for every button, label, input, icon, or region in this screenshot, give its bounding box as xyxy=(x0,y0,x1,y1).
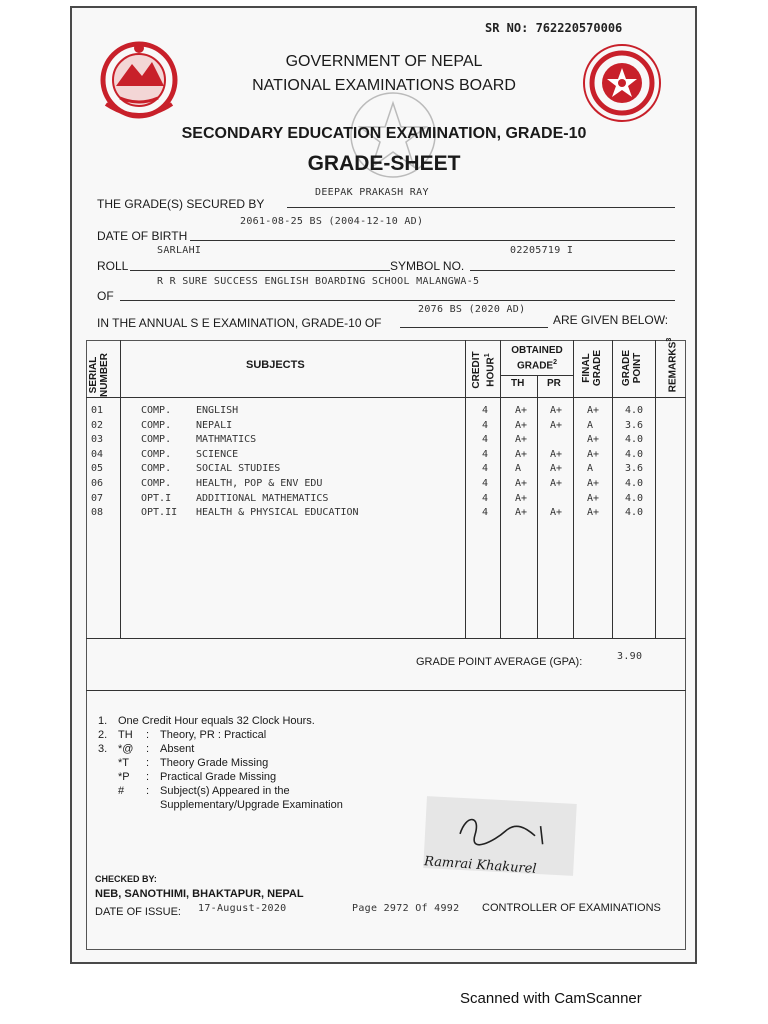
cell-pr: A+ xyxy=(550,478,563,489)
cell-type: OPT.I xyxy=(141,492,172,504)
note-colon: : xyxy=(146,743,150,755)
nepal-emblem-logo xyxy=(92,34,187,124)
symbol-value: 02205719 I xyxy=(510,245,574,256)
dob-underline xyxy=(190,240,675,241)
annual-exam-label: IN THE ANNUAL S E EXAMINATION, GRADE-10 OF xyxy=(97,316,382,330)
gpa-divider xyxy=(86,638,686,639)
cell-sn: 06 xyxy=(91,478,104,489)
cell-fg: A+ xyxy=(587,492,600,504)
cell-th: A xyxy=(515,463,522,475)
note-key: # xyxy=(118,785,125,797)
cell-sn: 01 xyxy=(91,405,104,416)
board-address: NEB, SANOTHIMI, BHAKTAPUR, NEPAL xyxy=(95,888,304,900)
cell-th: A+ xyxy=(515,405,528,416)
cell-pr: A+ xyxy=(550,507,563,519)
note-colon: : xyxy=(146,785,150,797)
note-text: Theory Grade Missing xyxy=(160,757,269,769)
obtained-subheader-line xyxy=(500,375,573,376)
gpa-value: 3.90 xyxy=(617,651,643,662)
cell-subject: HEALTH & PHYSICAL EDUCATION xyxy=(196,507,359,519)
student-name: DEEPAK PRAKASH RAY xyxy=(315,187,429,198)
camscanner-watermark: Scanned with CamScanner xyxy=(460,990,642,1007)
exam-heading: SECONDARY EDUCATION EXAMINATION, GRADE-10 xyxy=(181,125,587,142)
note-key: *P xyxy=(118,771,130,783)
cell-gp: 4.0 xyxy=(625,492,644,504)
cell-sn: 03 xyxy=(91,434,104,446)
cell-type: COMP. xyxy=(141,463,172,475)
cell-type: COMP. xyxy=(141,434,172,446)
exam-year-value: 2076 BS (2020 AD) xyxy=(418,304,526,315)
cell-fg: A+ xyxy=(587,405,600,416)
note-text: One Credit Hour equals 32 Clock Hours. xyxy=(118,715,315,727)
cell-subject: SOCIAL STUDIES xyxy=(196,463,281,475)
note-marker: 2. xyxy=(98,729,108,741)
checked-by-label: CHECKED BY: xyxy=(95,874,157,884)
cell-ch: 4 xyxy=(482,492,489,504)
cell-th: A+ xyxy=(515,419,528,431)
notes-divider xyxy=(86,690,686,691)
table-row xyxy=(91,493,661,507)
table-row xyxy=(91,434,661,448)
cell-subject: ENGLISH xyxy=(196,405,239,416)
controller-label: CONTROLLER OF EXAMINATIONS xyxy=(482,902,661,914)
note-key: *T xyxy=(118,757,129,769)
symbol-underline xyxy=(470,270,675,271)
cell-ch: 4 xyxy=(482,478,489,489)
final-grade-header: FINAL GRADE xyxy=(581,349,603,387)
table-row xyxy=(91,449,661,463)
cell-gp: 4.0 xyxy=(625,448,644,460)
note-marker: 3. xyxy=(98,743,108,755)
signature-scribble xyxy=(424,802,576,860)
cell-subject: MATHMATICS xyxy=(196,434,257,446)
gpa-label: GRADE POINT AVERAGE (GPA): xyxy=(416,656,583,668)
given-below-label: ARE GIVEN BELOW: xyxy=(553,313,669,327)
cell-sn: 04 xyxy=(91,448,104,460)
cell-type: OPT.II xyxy=(141,507,178,519)
table-row xyxy=(91,463,661,477)
cell-ch: 4 xyxy=(482,434,489,446)
dob-label: DATE OF BIRTH xyxy=(97,229,188,243)
cell-type: COMP. xyxy=(141,448,172,460)
grade-point-header: GRADE POINT xyxy=(621,349,643,387)
cell-ch: 4 xyxy=(482,405,489,416)
cell-subject: SCIENCE xyxy=(196,448,239,460)
cell-gp: 4.0 xyxy=(625,507,644,519)
dob-value: 2061-08-25 BS (2004-12-10 AD) xyxy=(240,216,424,227)
remarks-header: REMARKS$^3$ xyxy=(666,337,679,393)
note-colon: : xyxy=(146,757,150,769)
cell-fg: A+ xyxy=(587,448,600,460)
cell-sn: 08 xyxy=(91,507,104,519)
cell-ch: 4 xyxy=(482,463,489,475)
note-text: Absent xyxy=(160,743,195,755)
table-row xyxy=(91,478,661,492)
table-row xyxy=(91,420,661,434)
note-key: *@ xyxy=(118,743,134,755)
pr-header: PR xyxy=(547,378,561,389)
cell-type: COMP. xyxy=(141,419,172,431)
cell-fg: A+ xyxy=(587,434,600,446)
table-row xyxy=(91,405,661,419)
cell-ch: 4 xyxy=(482,419,489,431)
cell-th: A+ xyxy=(515,492,528,504)
cell-sn: 05 xyxy=(91,463,104,475)
page-title: GRADE-SHEET xyxy=(307,152,461,175)
symbol-label: SYMBOL NO. xyxy=(390,259,465,273)
cell-th: A+ xyxy=(515,448,528,460)
cell-fg: A+ xyxy=(587,507,600,519)
school-name: R R SURE SUCCESS ENGLISH BOARDING SCHOOL MALANGWA-5 xyxy=(157,276,480,287)
cell-th: A+ xyxy=(515,478,528,489)
note-text: Supplementary/Upgrade Examination xyxy=(160,799,343,811)
roll-label: ROLL xyxy=(97,259,129,273)
th-header: TH xyxy=(511,378,525,389)
serial-number-header: SERIAL NUMBER xyxy=(88,353,110,397)
school-underline xyxy=(120,300,675,301)
signature-name: Ramrai Khakurel xyxy=(423,854,537,877)
cell-sn: 07 xyxy=(91,492,104,504)
cell-subject: HEALTH, POP & ENV EDU xyxy=(196,478,323,489)
cell-pr: A+ xyxy=(550,419,563,431)
cell-gp: 3.6 xyxy=(625,419,644,431)
page-info: Page 2972 Of 4992 xyxy=(352,903,460,914)
government-heading: GOVERNMENT OF NEPAL xyxy=(285,53,483,70)
cell-pr: A+ xyxy=(550,448,563,460)
roll-underline xyxy=(130,270,390,271)
cell-gp: 4.0 xyxy=(625,478,644,489)
note-colon: : xyxy=(146,771,150,783)
secured-by-label: THE GRADE(S) SECURED BY xyxy=(97,197,265,211)
board-heading: NATIONAL EXAMINATIONS BOARD xyxy=(252,77,516,94)
cell-gp: 4.0 xyxy=(625,434,644,446)
cell-type: COMP. xyxy=(141,405,172,416)
cell-gp: 3.6 xyxy=(625,463,644,475)
note-text: Theory, PR : Practical xyxy=(160,729,267,741)
cell-ch: 4 xyxy=(482,507,489,519)
year-underline xyxy=(400,327,548,328)
cell-th: A+ xyxy=(515,507,528,519)
cell-subject: NEPALI xyxy=(196,419,233,431)
cell-fg: A xyxy=(587,419,594,431)
cell-type: COMP. xyxy=(141,478,172,489)
serial-record-number: SR NO: 762220570006 xyxy=(485,21,623,35)
credit-hour-header: CREDIT HOUR$^1$ xyxy=(471,351,497,389)
cell-pr: A+ xyxy=(550,463,563,475)
table-row xyxy=(91,507,661,521)
cell-sn: 02 xyxy=(91,419,104,431)
cell-fg: A+ xyxy=(587,478,600,489)
cell-subject: ADDITIONAL MATHEMATICS xyxy=(196,492,329,504)
issue-date-label: DATE OF ISSUE: xyxy=(95,906,181,918)
cell-ch: 4 xyxy=(482,448,489,460)
note-text: Practical Grade Missing xyxy=(160,771,277,783)
school-of-label: OF xyxy=(97,289,114,303)
note-key: TH xyxy=(118,729,133,741)
issue-date-value: 17-August-2020 xyxy=(198,903,287,914)
note-marker: 1. xyxy=(98,715,108,727)
obtained-grade-header: OBTAINED GRADE$^2$ xyxy=(511,345,563,372)
name-underline xyxy=(287,207,675,208)
note-text: Subject(s) Appeared in the xyxy=(160,785,290,797)
cell-fg: A xyxy=(587,463,594,475)
roll-value: SARLAHI xyxy=(157,245,202,256)
cell-pr: A+ xyxy=(550,405,563,416)
note-colon: : xyxy=(146,729,150,741)
neb-emblem-logo xyxy=(575,36,670,126)
cell-gp: 4.0 xyxy=(625,405,644,416)
subjects-header: SUBJECTS xyxy=(246,359,305,371)
cell-th: A+ xyxy=(515,434,528,446)
